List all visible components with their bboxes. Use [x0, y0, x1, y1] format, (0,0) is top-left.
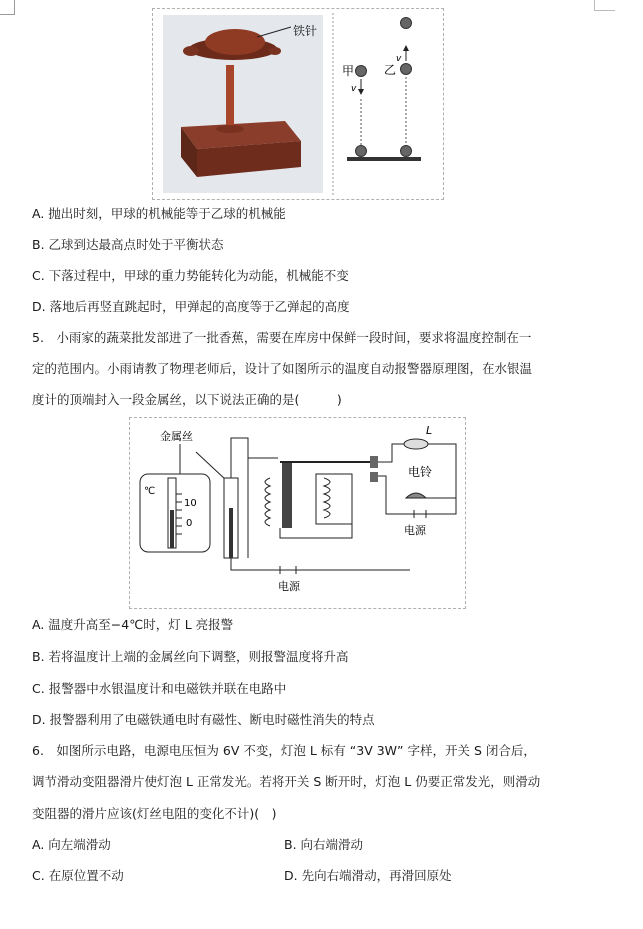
q6-option-b: [284, 837, 363, 853]
option-key: C.: [32, 268, 45, 283]
label-yi: 乙: [384, 63, 397, 77]
q6-option-a: [32, 837, 111, 853]
bottom-wire: [231, 558, 410, 570]
q5-option-b: [32, 649, 349, 665]
ball-jia: [356, 66, 367, 77]
page-corner-mark-right: [594, 0, 615, 11]
option-key: D.: [284, 868, 298, 883]
coil-right: [324, 478, 330, 518]
q6-stem-line1: 6. 如图所示电路，电源电压恒为 6V 不变，灯泡 L 标有 “3V 3W” 字样，开关 S 闭合后，: [32, 743, 536, 758]
option-key: D.: [32, 712, 46, 727]
label-needle: 铁针: [293, 24, 318, 38]
arrow-up-head: [403, 45, 409, 51]
option-text: 若将温度计上端的金属丝向下调整，则报警温度将升高: [48, 649, 349, 664]
option-key: B.: [284, 837, 297, 852]
contact-top: [370, 456, 378, 468]
q5-option-a: [32, 617, 233, 633]
option-key: C.: [32, 868, 45, 883]
turtle-head: [183, 46, 199, 56]
page-corner-mark: [0, 0, 15, 15]
label-bell: 电铃: [408, 465, 433, 479]
figure-needle-and-balls: [152, 8, 444, 200]
wood-post: [226, 65, 234, 129]
option-text: 向右端滑动: [300, 837, 364, 852]
ground-line: [347, 157, 421, 161]
ball-yi-top: [401, 18, 412, 29]
option-key: B.: [32, 237, 45, 252]
q5-option-d: [32, 712, 375, 728]
option-text: 在原位置不动: [48, 868, 124, 883]
iron-core: [282, 462, 292, 528]
electromagnet-frame: [316, 474, 352, 524]
label-power-1: 电源: [278, 580, 300, 593]
q6-stem-line3: 变阻器的滑片应该(灯丝电阻的变化不计)( ): [32, 806, 277, 821]
label-v-up: v: [396, 54, 402, 64]
q6-option-d: [284, 868, 452, 884]
option-key: A.: [32, 837, 45, 852]
option-key: D.: [32, 299, 46, 314]
label-0: 0: [186, 518, 193, 529]
label-metal-wire: 金属丝: [160, 430, 193, 443]
option-key: B.: [32, 649, 45, 664]
turtle-tail: [269, 47, 281, 55]
q5-option-c: [32, 681, 286, 697]
q5-stem-line3: 度计的顶端封入一段金属丝，以下说法正确的是( ): [32, 392, 342, 407]
option-key: A.: [32, 206, 45, 221]
figure-temperature-alarm: [129, 417, 466, 609]
q5-stem-line1: 5. 小雨家的蔬菜批发部进了一批香蕉，需要在库房中保鲜一段时间，要求将温度控制在一: [32, 330, 532, 345]
q4-option-c: [32, 268, 349, 284]
magnify-line: [196, 452, 226, 480]
q6-option-c: [32, 868, 124, 884]
option-text: 报警器中水银温度计和电磁铁并联在电路中: [48, 681, 287, 696]
option-text: 下落过程中，甲球的重力势能转化为动能，机械能不变: [48, 268, 349, 283]
label-lamp-L: L: [426, 424, 433, 437]
option-text: 报警器利用了电磁铁通电时有磁性、断电时磁性消失的特点: [49, 712, 375, 727]
option-text: 抛出时刻，甲球的机械能等于乙球的机械能: [48, 206, 286, 221]
q4-option-d: [32, 299, 350, 315]
label-power-2: 电源: [404, 524, 426, 537]
q4-option-a: [32, 206, 286, 222]
figure2-svg: [130, 418, 465, 608]
ball-yi-ground: [401, 146, 412, 157]
option-text: 温度升高至−4℃时，灯 L 亮报警: [48, 617, 234, 632]
label-v-down: v: [351, 84, 357, 94]
mercury-column: [229, 508, 233, 558]
coil-left: [265, 478, 270, 526]
bell-dome: [406, 493, 426, 498]
ball-yi: [401, 64, 412, 75]
q6-stem-line2: 调节滑动变阻器滑片使灯泡 L 正常发光。若将开关 S 断开时，灯泡 L 仍要正常发光，则滑动: [32, 774, 541, 789]
ball-jia-ground: [356, 146, 367, 157]
turtle-shell: [205, 29, 265, 55]
q4-option-b: [32, 237, 224, 253]
mercury-magnified: [170, 510, 174, 548]
option-key: A.: [32, 617, 45, 632]
label-10: 10: [184, 498, 197, 509]
option-text: 向左端滑动: [48, 837, 111, 852]
option-text: 先向右端滑动，再滑回原处: [301, 868, 452, 883]
label-jia: 甲: [342, 64, 355, 78]
contact-bottom: [370, 472, 378, 482]
label-celsius: ℃: [144, 486, 156, 497]
option-key: C.: [32, 681, 45, 696]
figure1-svg: [153, 9, 443, 199]
arrow-down-head: [358, 89, 364, 95]
option-text: 乙球到达最高点时处于平衡状态: [48, 237, 224, 252]
q5-stem-line2: 定的范围内。小雨请教了物理老师后，设计了如图所示的温度自动报警器原理图，在水银温: [32, 361, 533, 376]
option-text: 落地后再竖直跳起时，甲弹起的高度等于乙弹起的高度: [49, 299, 350, 314]
post-foot: [216, 125, 244, 133]
lamp-L: [404, 439, 428, 449]
